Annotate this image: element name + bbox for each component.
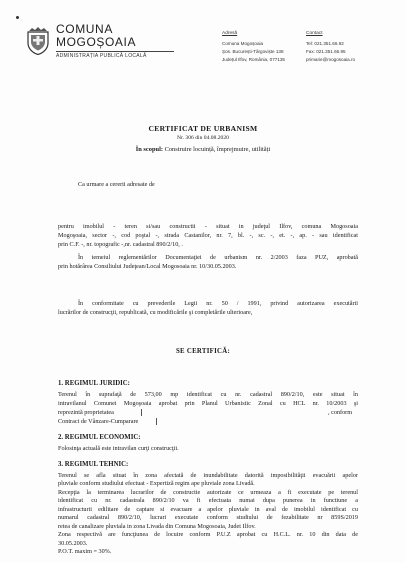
brand-divider — [56, 51, 174, 52]
section-line: Zona respectivă are funcţiunea de locuire conform P.U.Z aprobat cu H.C.L. nr. 10 din data de — [58, 531, 358, 538]
scope-text: Construire locuință, împrejmuire, utilități — [164, 146, 271, 153]
section-line: infrastructurii edilitare de captare si evacuare a apelor pluviale in aval de imobilul identificat cu — [58, 506, 358, 513]
brand-name-line2: MOGOȘOAIA — [56, 35, 137, 49]
address-heading: Adresă — [222, 31, 238, 36]
contact-block — [306, 29, 355, 64]
brand-subtitle: ADMINISTRAȚIA PUBLICĂ LOCALĂ — [56, 53, 147, 59]
paragraph-line: În conformitate cu prevederile Legii nr. 50 / 1991, privind autorizarea executării — [78, 300, 358, 307]
paragraph-line: În temeiul reglementărilor Documentaţiei de urbanism nr. 2/2003 faza PUZ, aprobată — [78, 254, 358, 261]
section-line: identificat cu nr. cadastrala 890/2/10 va fi efectuata numai dupa punerea in functiune a — [58, 497, 358, 504]
document-number: Nr. 306 din 04.08.2020 — [177, 135, 229, 141]
section-line: retea de canalizare pluviala in zona Livada din Comuna Mogosoaia, Judet Ilfov. — [58, 523, 256, 530]
address-line: Comuna Mogoșoaia — [222, 41, 264, 46]
section-heading: 1. REGIMUL JURIDIC: — [58, 380, 130, 387]
section-line: Terenul în suprafaţă de 573,00 mp identificat cu nr. cadastral 890/2/10, este situat în — [58, 391, 358, 398]
section-line: numarul cadastral 890/2/10, lucrari executate conform studiului de fezabilitate nr 859S/2019 — [58, 514, 358, 521]
section-line: Folosinţa actuală este intravilan curţi construcţii. — [58, 445, 179, 452]
contact-phone: Tel: 021.351.66.92 — [306, 41, 344, 46]
brand-name-line1: COMUNA — [56, 22, 113, 36]
section-line: , conform — [328, 409, 353, 416]
scope-label: În scopul: — [135, 146, 163, 153]
section-line: pluviale conform studiului efectuat - Expertiză regim ape pluviale zona Livadă. — [58, 480, 255, 487]
paragraph-line: pentru imobilul - teren si/sau constructii - situat in judeţul Ilfov, comuna Mogosoaia — [58, 223, 358, 230]
document-title: CERTIFICAT DE URBANISM — [148, 124, 258, 133]
address-line: Județul Ilfov, România, 077135 — [222, 57, 285, 62]
contact-fax: Fax: 021.351.66.95 — [306, 49, 346, 54]
contact-email: primarie@mogosoaia.ro — [306, 57, 356, 62]
certifies-heading: SE CERTIFICĂ: — [175, 348, 231, 355]
paragraph-line: lucrărilor de construcţii, republicată, cu modificările şi completările ulterioare, — [58, 309, 253, 316]
redaction-mark — [156, 418, 157, 425]
section-line: Recepţia la terminarea lucrarilor de constructie autorizate ce urmeaza a fi executate pe terenul — [58, 489, 358, 496]
brand-block — [56, 23, 176, 59]
section-line: Contract de Vânzare-Cumparare — [58, 418, 139, 425]
section-line: 30.05.2003. — [58, 540, 88, 547]
coat-of-arms-icon — [26, 27, 50, 55]
section-heading: 3. REGIMUL TEHNIC: — [58, 461, 129, 468]
paragraph-line: prin hotărârea Consiliului Judeţean/Local Mogosoaia nr. 10/30.05.2003. — [58, 263, 237, 270]
address-line: Șos. București-Târgoviște 138 — [222, 49, 284, 54]
paragraph-line: Mogoşoaia, sector -, cod poştal -, strada Castanilor, nr. 7, bl. -, sc. -, et. -, ap. - sau identificat — [58, 232, 358, 239]
scan-speck — [16, 16, 19, 19]
section-line: Terenul se afla situat în zona afectată de inundabilitate datorită imposibilităţii evacuării apelor — [58, 472, 358, 479]
paragraph-line: prin C.F. -, nr. topografic -,nr. cadastral 890/2/10, . — [58, 241, 183, 248]
section-line: P.O.T. maxim = 30%. — [58, 548, 112, 555]
redaction-mark — [141, 409, 142, 416]
section-line: reprezintă proprietatea — [58, 409, 114, 416]
document-scope — [0, 146, 406, 153]
section-line: intravilanul Comunei Mogoşoaia aprobat prin Planul Urbanistic Zonal cu HCL nr. 10/2003 şi — [58, 400, 358, 407]
section-heading: 2. REGIMUL ECONOMIC: — [58, 434, 141, 441]
address-block — [222, 29, 285, 64]
intro-line: Ca urmare a cererii adresate de — [78, 181, 155, 188]
contact-heading: Contact — [306, 31, 323, 36]
